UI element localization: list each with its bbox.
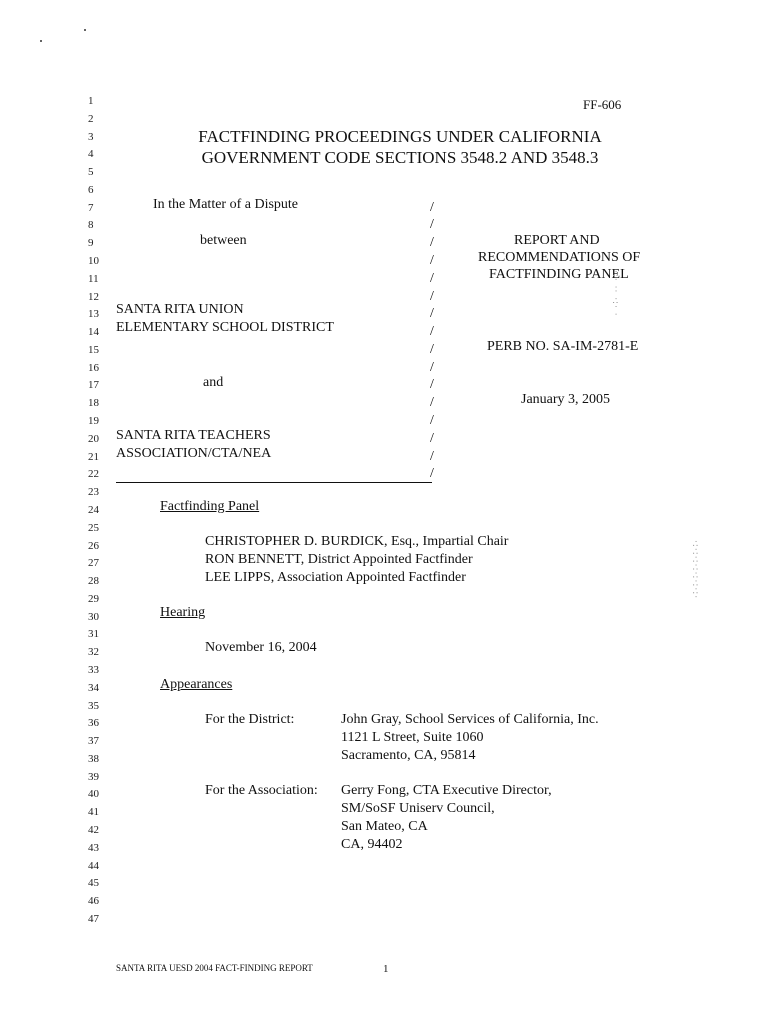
line-number: 40 [88, 788, 99, 801]
line-number: 23 [88, 486, 99, 499]
line-number: 24 [88, 503, 99, 516]
caption-slash: / [430, 466, 434, 482]
report-line-2: RECOMMENDATIONS OF [478, 250, 641, 265]
line-number: 31 [88, 628, 99, 641]
association-line: SM/SoSF Uniserv Council, [341, 801, 495, 816]
panel-heading: Factfinding Panel [160, 499, 260, 514]
caption-slash: / [430, 288, 434, 304]
report-line-3: FACTFINDING PANEL [489, 267, 629, 282]
district-label: For the District: [205, 712, 295, 727]
party1-line-1: SANTA RITA UNION [116, 302, 244, 317]
party1-line-2: ELEMENTARY SCHOOL DISTRICT [116, 320, 334, 335]
line-number: 26 [88, 539, 99, 552]
caption-slash: / [430, 217, 434, 233]
line-number: 16 [88, 361, 99, 374]
line-number: 11 [88, 272, 99, 285]
caption-slash: / [430, 324, 434, 340]
title-line-1: FACTFINDING PROCEEDINGS UNDER CALIFORNIA [198, 127, 602, 146]
line-number: 28 [88, 575, 99, 588]
perb-number: PERB NO. SA-IM-2781-E [487, 339, 639, 354]
line-number: 2 [88, 112, 94, 125]
caption-between: between [200, 233, 247, 248]
association-line: Gerry Fong, CTA Executive Director, [341, 783, 552, 798]
received-stamp: ·:· ·· ·:· · [610, 270, 620, 317]
caption-rule [116, 482, 432, 483]
line-number: 42 [88, 823, 99, 836]
line-number: 43 [88, 841, 99, 854]
line-number: 15 [88, 343, 99, 356]
line-number: 47 [88, 912, 99, 925]
line-number: 21 [88, 450, 99, 463]
line-number: 12 [88, 290, 99, 303]
line-number: 13 [88, 308, 99, 321]
caption-slash: / [430, 253, 434, 269]
line-number: 36 [88, 717, 99, 730]
line-number: 19 [88, 415, 99, 428]
line-number: 45 [88, 877, 99, 890]
line-number: 22 [88, 468, 99, 481]
association-label: For the Association: [205, 783, 318, 798]
caption-slash: / [430, 413, 434, 429]
caption-slash: / [430, 430, 434, 446]
caption-slash: / [430, 306, 434, 322]
report-line-1: REPORT AND [514, 233, 600, 248]
line-number: 4 [88, 148, 94, 161]
line-number: 7 [88, 201, 94, 214]
line-number: 8 [88, 219, 94, 232]
caption-and: and [203, 375, 224, 390]
line-number: 10 [88, 255, 99, 268]
district-line: Sacramento, CA, 95814 [341, 748, 476, 763]
party2-line-1: SANTA RITA TEACHERS [116, 428, 271, 443]
line-number: 38 [88, 752, 99, 765]
line-number: 20 [88, 432, 99, 445]
caption-matter: In the Matter of a Dispute [153, 197, 299, 212]
caption-slash: / [430, 448, 434, 464]
line-number: 29 [88, 592, 99, 605]
line-number: 1 [88, 95, 94, 107]
panel-member-2: RON BENNETT, District Appointed Factfinder [205, 552, 473, 567]
caption-slash: / [430, 199, 434, 215]
appearances-heading: Appearances [160, 677, 233, 692]
district-line: 1121 L Street, Suite 1060 [341, 730, 484, 745]
caption-slash: / [430, 235, 434, 251]
stray-mark [40, 40, 42, 42]
line-number: 30 [88, 610, 99, 623]
association-line: San Mateo, CA [341, 819, 428, 834]
received-stamp: ·:·:·:·:·:·:·:· [690, 540, 700, 600]
line-number: 41 [88, 806, 99, 819]
caption-slash: / [430, 270, 434, 286]
line-number: 32 [88, 646, 99, 659]
line-number: 9 [88, 237, 94, 250]
line-number: 44 [88, 859, 99, 872]
page-number: 1 [383, 963, 389, 975]
caption-slash: / [430, 395, 434, 411]
panel-member-3: LEE LIPPS, Association Appointed Factfinder [205, 570, 466, 585]
line-number: 46 [88, 895, 99, 908]
panel-member-1: CHRISTOPHER D. BURDICK, Esq., Impartial Chair [205, 534, 509, 549]
line-number: 3 [88, 130, 94, 143]
line-number: 37 [88, 735, 99, 748]
line-number: 17 [88, 379, 99, 392]
line-number: 14 [88, 326, 99, 339]
footer-text: SANTA RITA UESD 2004 FACT-FINDING REPORT [116, 963, 313, 973]
line-number: 27 [88, 557, 99, 570]
document-id: FF-606 [583, 97, 622, 112]
line-number: 34 [88, 681, 99, 694]
caption-slash: / [430, 359, 434, 375]
title-line-2: GOVERNMENT CODE SECTIONS 3548.2 AND 3548.3 [201, 148, 599, 167]
caption-slash: / [430, 341, 434, 357]
line-number: 5 [88, 166, 94, 179]
line-number: 18 [88, 397, 99, 410]
line-number: 39 [88, 770, 99, 783]
caption-slash: / [430, 377, 434, 393]
association-line: CA, 94402 [341, 837, 403, 852]
line-number: 25 [88, 521, 99, 534]
party2-line-2: ASSOCIATION/CTA/NEA [116, 446, 272, 461]
report-date: January 3, 2005 [521, 392, 611, 407]
stray-mark [84, 29, 86, 31]
line-number: 33 [88, 663, 99, 676]
district-line: John Gray, School Services of California, Inc. [341, 712, 599, 727]
hearing-heading: Hearing [160, 605, 206, 620]
line-number: 35 [88, 699, 99, 712]
hearing-date: November 16, 2004 [205, 640, 317, 655]
line-number: 6 [88, 183, 94, 196]
